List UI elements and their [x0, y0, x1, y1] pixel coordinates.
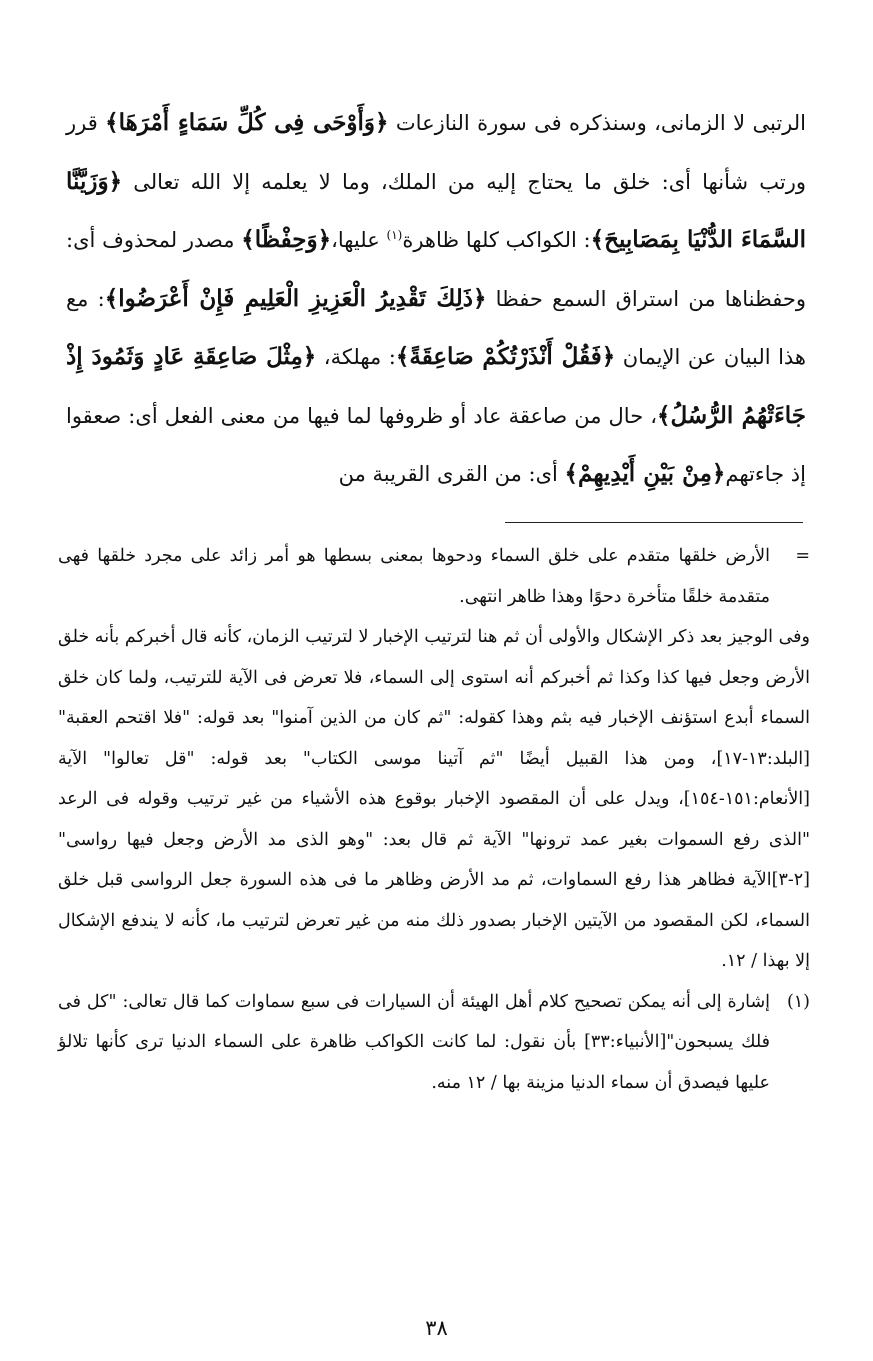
text-run: : مهلكة،: [316, 345, 396, 369]
quran-quote: ﴿فَقُلْ أَنْذَرْتُكُمْ صَاعِقَةً﴾: [395, 343, 616, 370]
text-run: عليها،: [331, 228, 387, 252]
quran-quote: ﴿وَزَيَّنَّا السَّمَاءَ الدُّنْيَا بِمَصَابِيحَ﴾: [66, 167, 806, 253]
quran-quote: ﴿وَحِفْظًا﴾: [241, 226, 332, 253]
footnote-separator: [505, 522, 803, 523]
page-number: ٣٨: [425, 1316, 448, 1340]
continuation-marker: =: [795, 546, 810, 566]
text-run: : الكواكب كلها ظاهرة: [402, 228, 591, 252]
footnote-wajiz: وفى الوجيز بعد ذكر الإشكال والأولى أن ثم هنا لترتيب الإخبار لا لترتيب الزمان، كأنه قال أخبركم بأنه خلق الأرض وجعل فيها كذا وكذا ثم أخبركم أنه استوى إلى السماء، فلا تعرض فى الآية للترتيب، ولما كان خلق السماء أبدع استؤنف الإخبار فيه بثم وهذا كقوله: "ثم كان من الذين آمنوا" بعد قوله: "فلا اقتحم العقبة" [البلد:١٣-١٧]، ومن هذا القبيل أيضًا "ثم آتينا موسى الكتاب" بعد قوله: "قل تعالوا" الآية [الأنعام:١٥١-١٥٤]، ويدل على أن المقصود الإخبار بوقوع هذه الأشياء من غير ترتيب وقوله فى الرعد "الذى رفع السموات بغير عمد ترونها" الآية ثم قال بعد: "وهو الذى مد الأرض وجعل فيها رواسى"[٢-٣]الآية فظاهر هذا رفع السماوات، ثم مد الأرض وظاهر ما فى هذه السورة جعل الرواسى قبل خلق السماء، لكن المقصود من الآيتين الإخبار بصدور ذلك منه من غير تعرض لترتيب ما، كأنه لا يندفع الإشكال إلا بهذا / ١٢.: [58, 627, 810, 971]
text-run: أى: من القرى القريبة من: [338, 462, 565, 486]
footnotes: [58, 536, 810, 1103]
footnote-1-marker: (١): [786, 991, 810, 1012]
quran-quote: ﴿مِنْ بَيْنِ أَيْدِيهِمْ﴾: [564, 460, 726, 487]
main-paragraph: [66, 94, 806, 504]
footnote-continuation: [58, 536, 810, 617]
text-run: مصدر لمحذوف أى: وحفظناها من استراق السمع حفظا: [66, 228, 806, 311]
footnote-ref: (١): [386, 228, 403, 242]
text-run: قرر ورتب شأنها أى: خلق ما يحتاج إليه من الملك، وما لا يعلمه إلا الله تعالى: [66, 111, 806, 194]
footnote-1: [58, 982, 810, 1104]
text-run: الرتبى لا الزمانى، وسنذكره فى سورة النازعات: [388, 111, 806, 135]
footnote-1-text: إشارة إلى أنه يمكن تصحيح كلام أهل الهيئة أن السيارات فى سبع سماوات كما قال تعالى: "كل فى فلك يسبحون"[الأنبياء:٣٣] بأن نقول: لما كانت الكواكب ظاهرة على السماء الدنيا ترى كأنها تلالؤ عليها فيصدق أن سماء الدنيا مزينة بها / ١٢ منه.: [58, 991, 770, 1093]
text-run: ، حال من صاعقة عاد أو ظروفها لما فيها من معنى الفعل أى: صعقوا إذ جاءتهم: [66, 403, 806, 486]
quran-quote: ﴿وَأَوْحَى فِى كُلِّ سَمَاءٍ أَمْرَهَا﴾: [105, 109, 389, 136]
footnote-continuation-text: الأرض خلقها متقدم على خلق السماء ودحوها بمعنى بسطها هو أمر زائد على مجرد خلقها فهى متقدمة خلقًا متأخرة دحوًا وهذا ظاهر انتهى.: [58, 546, 770, 607]
quran-quote: ﴿مِثْلَ صَاعِقَةِ عَادٍ وَثَمُودَ إِذْ جَاءَتْهُمُ الرُّسُلُ﴾: [66, 343, 806, 429]
main-text: [66, 94, 806, 504]
quran-quote: ﴿ذَلِكَ تَقْدِيرُ الْعَزِيزِ الْعَلِيمِ فَإِنْ أَعْرَضُوا﴾: [104, 284, 487, 312]
text-run: : مع هذا البيان عن الإيمان: [66, 286, 807, 369]
